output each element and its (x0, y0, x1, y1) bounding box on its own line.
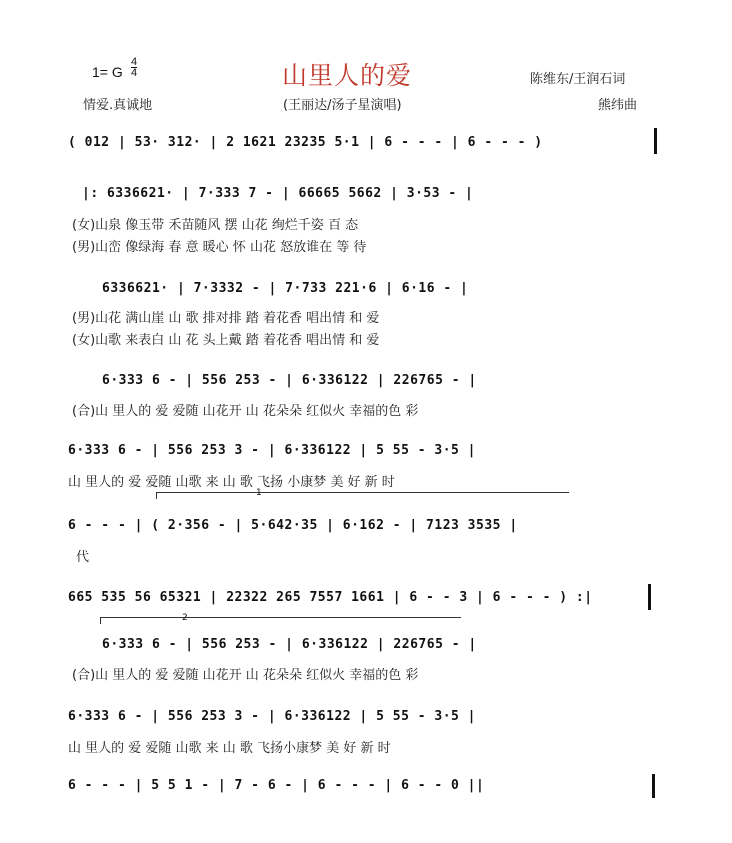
lyricists: 陈维东/王润石词 (530, 72, 626, 87)
lyric-line-2b: (男)山峦 像绿海 春 意 暖心 怀 山花 怒放谁在 等 待 (72, 240, 367, 255)
staff-line-10: 6 - - - | 5 5 1 - | 7 - 6 - | 6 - - - | 6 - - 0 || (68, 778, 485, 793)
staff-line-8: 6·333 6 - | 556 253 - | 6·336122 | 226765 - | (102, 637, 477, 652)
staff-line-9: 6·333 6 - | 556 253 3 - | 6·336122 | 5 55 - 3·5 | (68, 709, 477, 724)
composer: 熊纬曲 (598, 98, 638, 113)
staff-line-3: 6336621· | 7·3332 - | 7·733 221·6 | 6·16 - | (102, 281, 469, 296)
staff-line-1: ( 012 | 53· 312· | 2 1621 23235 5·1 | 6 - - - | 6 - - - ) (68, 135, 543, 150)
volta-2-label: 2 (182, 613, 188, 623)
lyric-line-3b: (女)山歌 来表白 山 花 头上戴 踏 着花香 唱出情 和 爱 (72, 333, 380, 348)
staff-line-4: 6·333 6 - | 556 253 - | 6·336122 | 226765 - | (102, 373, 477, 388)
volta-1-label: 1 (256, 488, 262, 498)
lyric-line-3a: (男)山花 满山崖 山 歌 排对排 踏 着花香 唱出情 和 爱 (72, 311, 380, 326)
singers: (王丽达/汤子星演唱) (283, 98, 402, 113)
volta-bracket-2 (100, 617, 461, 624)
lyric-line-6: 代 (76, 550, 90, 565)
staff-line-7: 665 535 56 65321 | 22322 265 7557 1661 | 6 - - 3 | 6 - - - ) :| (68, 590, 593, 605)
lyric-line-9: 山 里人的 爱 爱随 山歌 来 山 歌 飞扬小康梦 美 好 新 时 (68, 741, 391, 756)
lyric-line-8: (合)山 里人的 爱 爱随 山花开 山 花朵朵 红似火 幸福的色 彩 (72, 668, 419, 683)
volta-bracket-1 (156, 492, 569, 499)
barline (654, 128, 657, 154)
time-signature: 4 4 (131, 56, 138, 79)
staff-line-5: 6·333 6 - | 556 253 3 - | 6·336122 | 5 55 - 3·5 | (68, 443, 477, 458)
page-title: 山里人的爱 (282, 61, 413, 90)
repeat-end-barline (648, 584, 651, 610)
lyric-line-5: 山 里人的 爱 爱随 山歌 来 山 歌 飞扬 小康梦 美 好 新 时 (68, 475, 395, 490)
lyric-line-4: (合)山 里人的 爱 爱随 山花开 山 花朵朵 红似火 幸福的色 彩 (72, 404, 419, 419)
tempo-mood: 情爱.真诚地 (83, 98, 153, 113)
key-signature: 1= G (92, 64, 123, 80)
lyric-line-2a: (女)山泉 像玉带 禾苗随风 摆 山花 绚烂千姿 百 态 (72, 218, 359, 233)
staff-line-2: |: 6336621· | 7·333 7 - | 66665 5662 | 3·53 - | (82, 186, 474, 201)
staff-line-6: 6 - - - | ( 2·356 - | 5·642·35 | 6·162 - | 7123 3535 | (68, 518, 518, 533)
final-barline (652, 774, 655, 798)
